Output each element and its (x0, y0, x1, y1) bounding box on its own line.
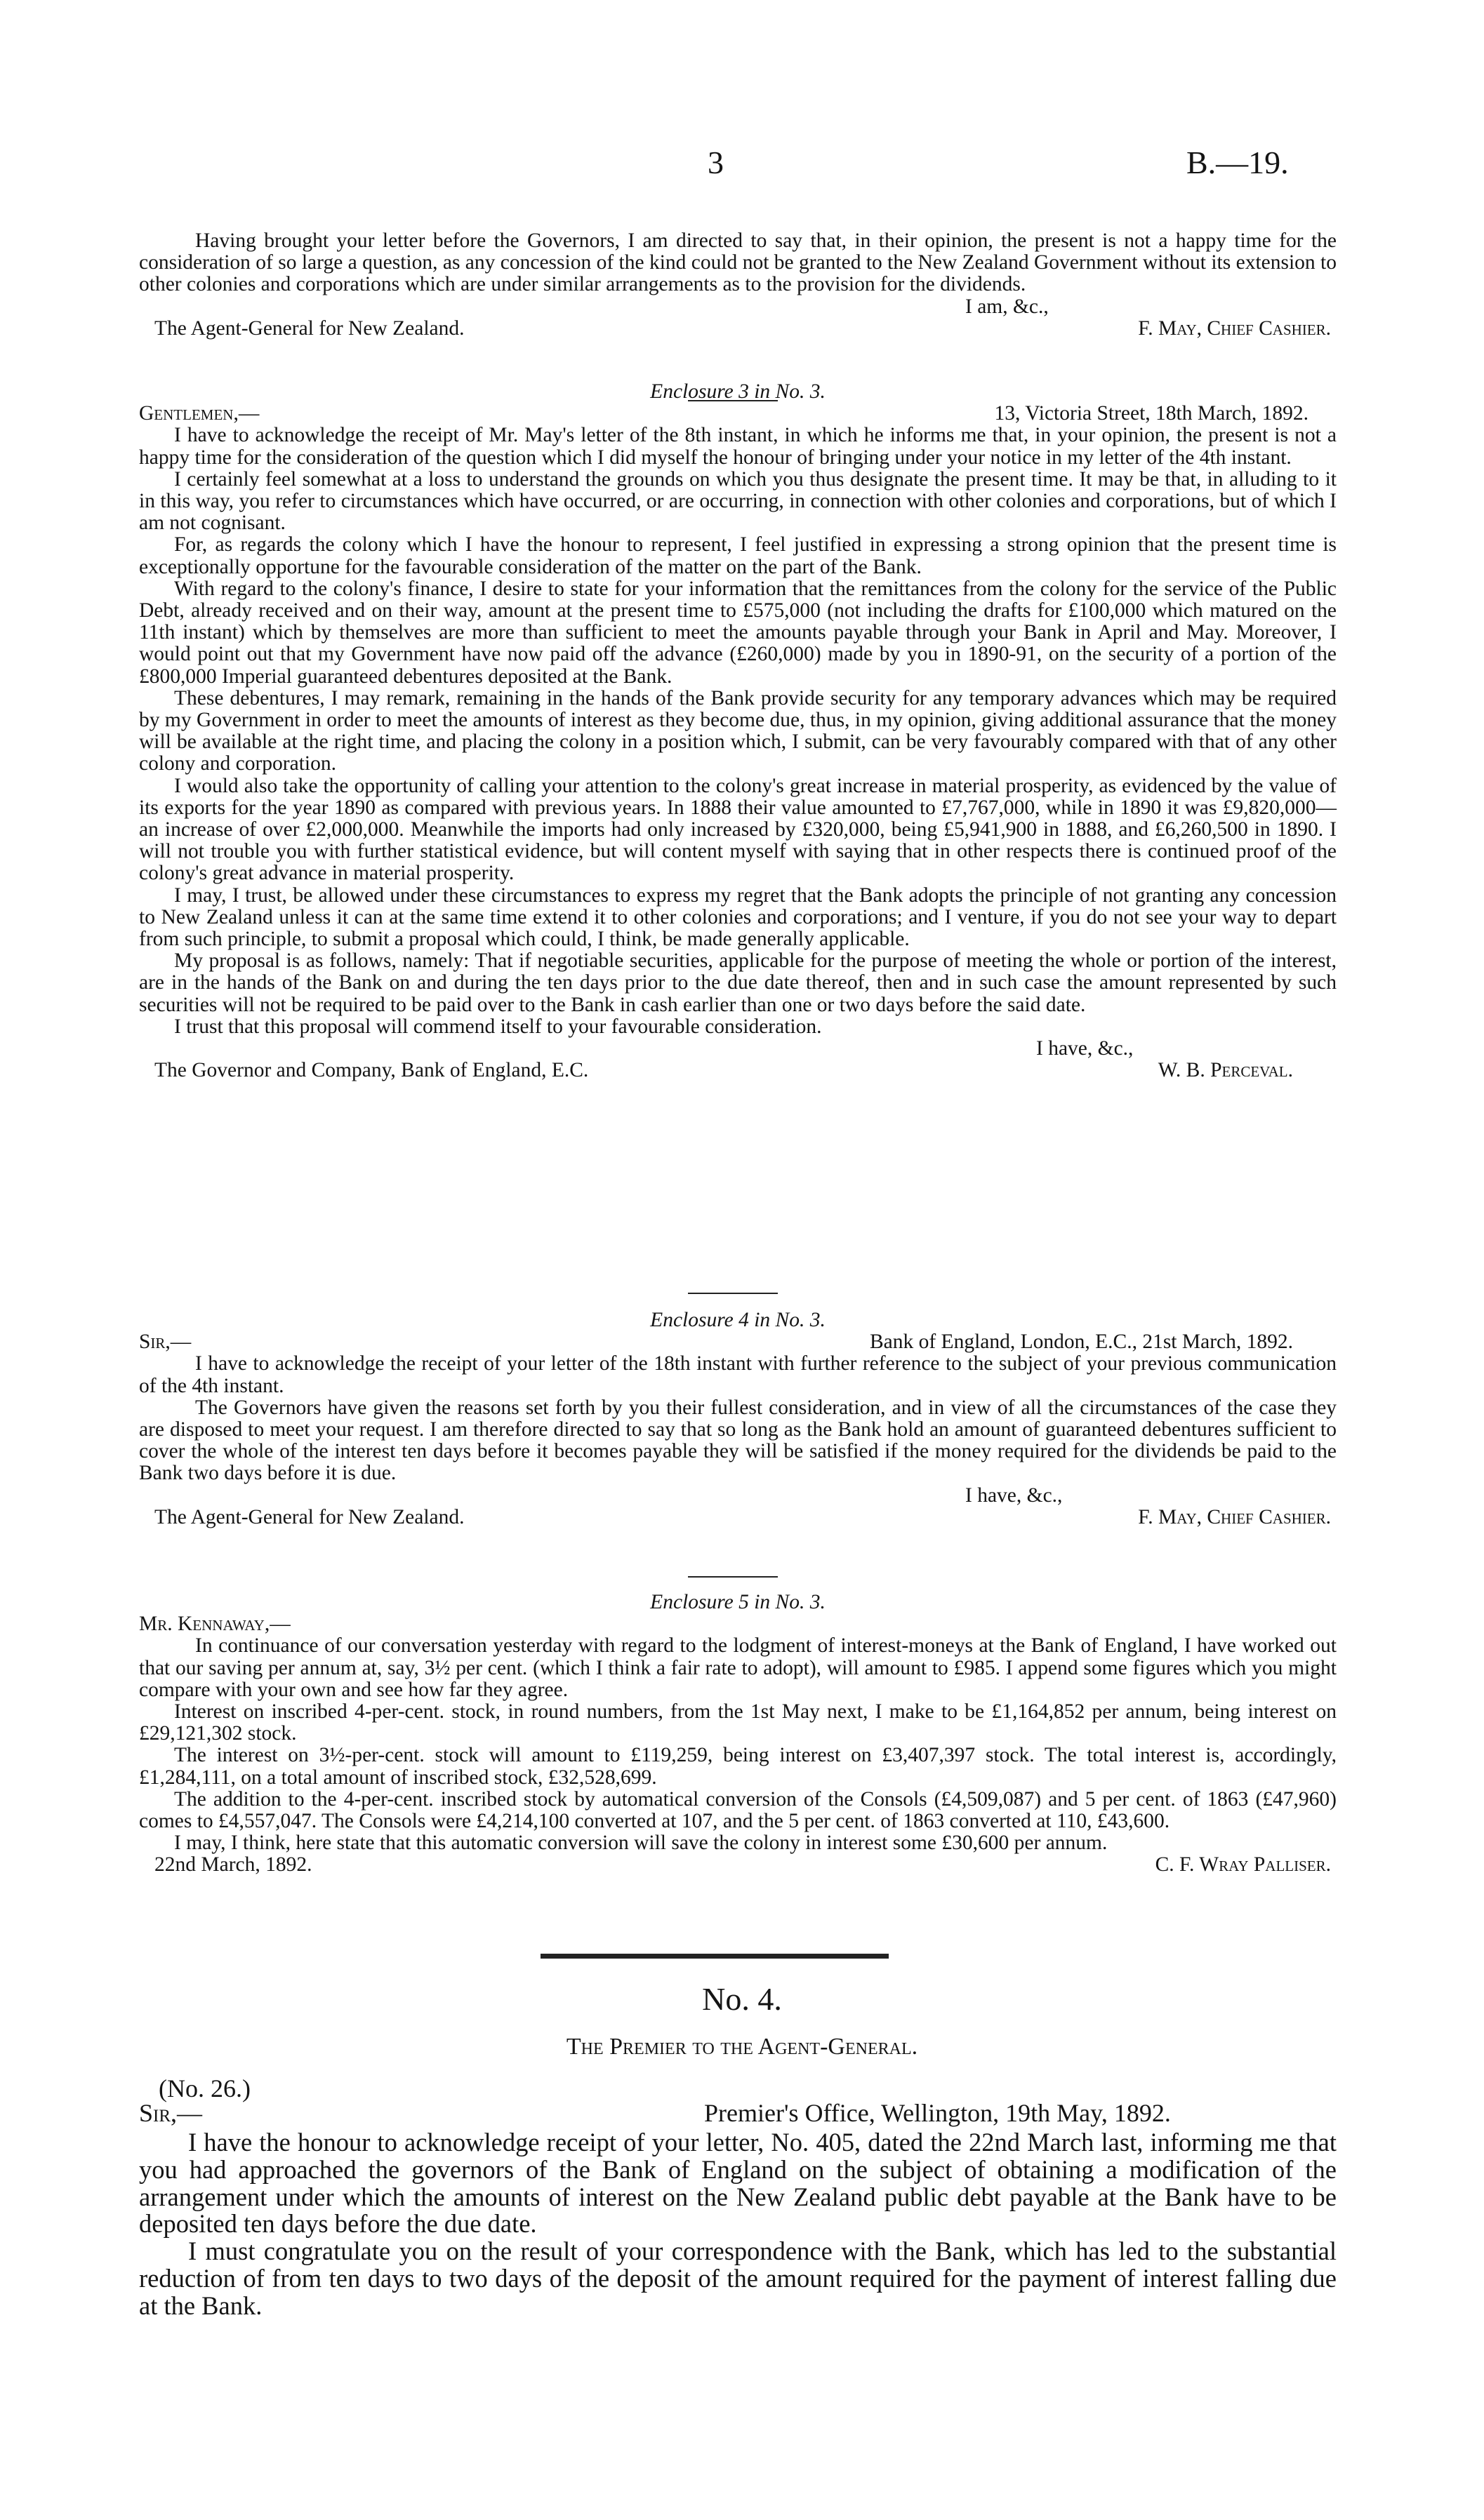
letter-signature: W. B. Perceval. (1158, 1059, 1293, 1082)
enclosure-paragraph: With regard to the colony's finance, I desire to state for your information that the remittances from the colony for the service of the Public Debt, already received and on their way, amount at the present time to £575,000 (not including the drafts for £100,000 which matured on the 11th instant) which by themselves are more than sufficient to meet the amounts payable through your Bank in April and May. Moreover, I would point out that my Government have now paid off the advance (£260,000) made by you in 1890-91, on the security of a portion of the £800,000 Imperial guaranteed debentures deposited at the Bank. (139, 577, 1337, 688)
enclosure-paragraph: I have to acknowledge the receipt of your letter of the 18th instant with further reference to the subject of your previous communication of the 4th instant. (139, 1352, 1337, 1397)
letter-addressee: The Agent-General for New Zealand. (154, 316, 465, 340)
salutation: Gentlemen,— (139, 402, 260, 425)
enclosure-paragraph: I have to acknowledge the receipt of Mr. May's letter of the 8th instant, in which he informs me that, in your opinion, the present is not a happy time for the consideration of the question which I did myself the honour of bringing under your notice in my letter of the 4th instant. (139, 424, 1337, 469)
enclosure-title: Enclosure 3 in No. 3. (650, 380, 826, 403)
enclosure-paragraph: I may, I think, here state that this automatic conversion will save the colony in interest some £30,600 per annum. (174, 1832, 1108, 1855)
salutation: Sir,— (139, 1331, 192, 1354)
letter-reference: (No. 26.) (159, 2074, 251, 2102)
letter-paragraph: I have the honour to acknowledge receipt of your letter, No. 405, dated the 22nd March last, informing me that you had approached the governors of the Bank of England on the subject of obtaining a modification of the arrangement under which the amounts of interest on the New Zealand public debt payable at the Bank have to be deposited ten days before the due date. (139, 2128, 1337, 2239)
enclosure-3 (139, 381, 1337, 1082)
enclosure-paragraph: These debentures, I may remark, remaining in the hands of the Bank provide security for any temporary advances which may be required by my Government in order to meet the amounts of interest as they become due, thus, in my opinion, giving additional assurance that the money will be available at the right time, and placing the colony in a position which, I submit, can be very favourably compared with that of any other colony and corporation. (139, 686, 1337, 775)
enclosure-title: Enclosure 5 in No. 3. (650, 1591, 826, 1613)
enclosure-paragraph: Interest on inscribed 4-per-cent. stock, in round numbers, from the 1st May next, I make to be £1,164,852 per annum, being interest on £29,121,302 stock. (139, 1700, 1337, 1745)
enclosure-5 (139, 1592, 1337, 1876)
section-divider (688, 1293, 778, 1294)
address-date: 13, Victoria Street, 18th March, 1892. (994, 402, 1309, 425)
enclosure-paragraph: The Governors have given the reasons set forth by you their fullest consideration, and in view of all the circumstances of the case they are disposed to meet your request. I am therefore directed to say that so long as the Bank hold an amount of guaranteed debentures sufficient to cover the whole of the interest ten days before it becomes payable they will be satisfied if the money required for the dividends be paid to the Bank two days before it is due. (139, 1396, 1337, 1485)
address-date: Premier's Office, Wellington, 19th May, 1892. (704, 2099, 1171, 2127)
letter-paragraph: I must congratulate you on the result of your correspondence with the Bank, which has led to the substantial reduction of from ten days to two days of the deposit of the amount required for the payment of interest falling due at the Bank. (139, 2236, 1337, 2320)
section-divider (688, 1576, 778, 1578)
enclosure-paragraph: The addition to the 4-per-cent. inscribed stock by automatical conversion of the Consols (£4,509,087) and 5 per cent. of 1863 (£47,960) comes to £4,557,047. The Consols were £4,214,100 converted at 107, and the 5 per cent. of 1863 converted at 110, £43,600. (139, 1787, 1337, 1833)
letter-signature: C. F. Wray Palliser. (1155, 1853, 1331, 1876)
enclosure-paragraph: I may, I trust, be allowed under these circumstances to express my regret that the Bank adopts the principle of not granting any concession to New Zealand unless it can at the same time extend it to other colonies and corporations; and I venture, if you do not see your way to depart from such principle, to submit a proposal which could, I think, be made generally applicable. (139, 884, 1337, 951)
letter-signature: F. May, Chief Cashier. (1138, 316, 1331, 340)
letter-addressee: The Agent-General for New Zealand. (154, 1505, 465, 1528)
enclosure-paragraph: In continuance of our conversation yesterday with regard to the lodgment of interest-moneys at the Bank of England, I have worked out that our saving per annum at, say, 3½ per cent. (which I think a fair rate to adopt), will amount to £985. I append some figures which you might compare with your own and see how far they agree. (139, 1634, 1337, 1701)
address-date: Bank of England, London, E.C., 21st March, 1892. (869, 1331, 1293, 1354)
salutation: Sir,— (139, 2099, 203, 2127)
letter-date: 22nd March, 1892. (154, 1853, 312, 1876)
enclosure-4 (139, 1309, 1337, 1528)
document-code: B.—19. (1186, 145, 1289, 180)
page-number: 3 (708, 145, 724, 180)
enclosure-paragraph: My proposal is as follows, namely: That if negotiable securities, applicable for the purpose of meeting the whole or portion of the interest, are in the hands of the Bank on and during the ten days prior to the due date thereof, then and in such case the amount represented by such securities will not be required to be paid over to the Bank in cash earlier than one or two days before the said date. (139, 949, 1337, 1016)
enclosure-paragraph: I certainly feel somewhat at a loss to understand the grounds on which you thus designate the present time. It may be that, in alluding to it in this way, you refer to circumstances which have occurred, or are occurring, in connection with other colonies and corporations, but of which I am not cognisant. (139, 467, 1337, 535)
section-heading: No. 4. (702, 1981, 782, 2017)
letter-may-continuation (139, 230, 1337, 340)
enclosure-paragraph: For, as regards the colony which I have the honour to represent, I feel justified in expressing a strong opinion that the present time is exceptionally opportune for the favourable consideration of the matter on the part of the Bank. (139, 533, 1337, 578)
heavy-section-divider (541, 1954, 889, 1959)
no4-body (139, 2129, 1337, 2320)
section-subheading: The Premier to the Agent-General. (566, 2034, 918, 2060)
enclosure-paragraph: The interest on 3½-per-cent. stock will amount to £119,259, being interest on £3,407,397 stock. The total interest is, accordingly, £1,284,111, on a total amount of inscribed stock, £32,528,699. (139, 1744, 1337, 1789)
salutation: Mr. Kennaway,— (139, 1613, 291, 1636)
enclosure-title: Enclosure 4 in No. 3. (650, 1309, 826, 1331)
enclosure-paragraph: I trust that this proposal will commend itself to your favourable consideration. (174, 1015, 822, 1038)
letter-paragraph: Having brought your letter before the Governors, I am directed to say that, in their opinion, the present is not a happy time for the consideration of so large a question, as any concession of the kind could not be granted to the New Zealand Government without its extension to other colonies and corporations which are under similar arrangements as to the provision for the dividends. (139, 229, 1337, 296)
enclosure-paragraph: I would also take the opportunity of calling your attention to the colony's great increase in material prosperity, as evidenced by the value of its exports for the year 1890 as compared with previous years. In 1888 their value amounted to £7,767,000, while in 1890 it was £9,820,000—an increase of over £2,000,000. Meanwhile the imports had only increased by £320,000, being £5,941,900 in 1888, and £6,260,500 in 1890. I will not trouble you with further statistical evidence, but will content myself with saying that in other respects there is continued proof of the colony's great advance in material prosperity. (139, 774, 1337, 885)
letter-closing: I have, &c., (1036, 1037, 1134, 1060)
letter-closing: I am, &c., (965, 295, 1049, 318)
letter-addressee: The Governor and Company, Bank of England, E.C. (154, 1059, 589, 1082)
letter-signature: F. May, Chief Cashier. (1138, 1505, 1331, 1528)
letter-closing: I have, &c., (965, 1484, 1063, 1507)
